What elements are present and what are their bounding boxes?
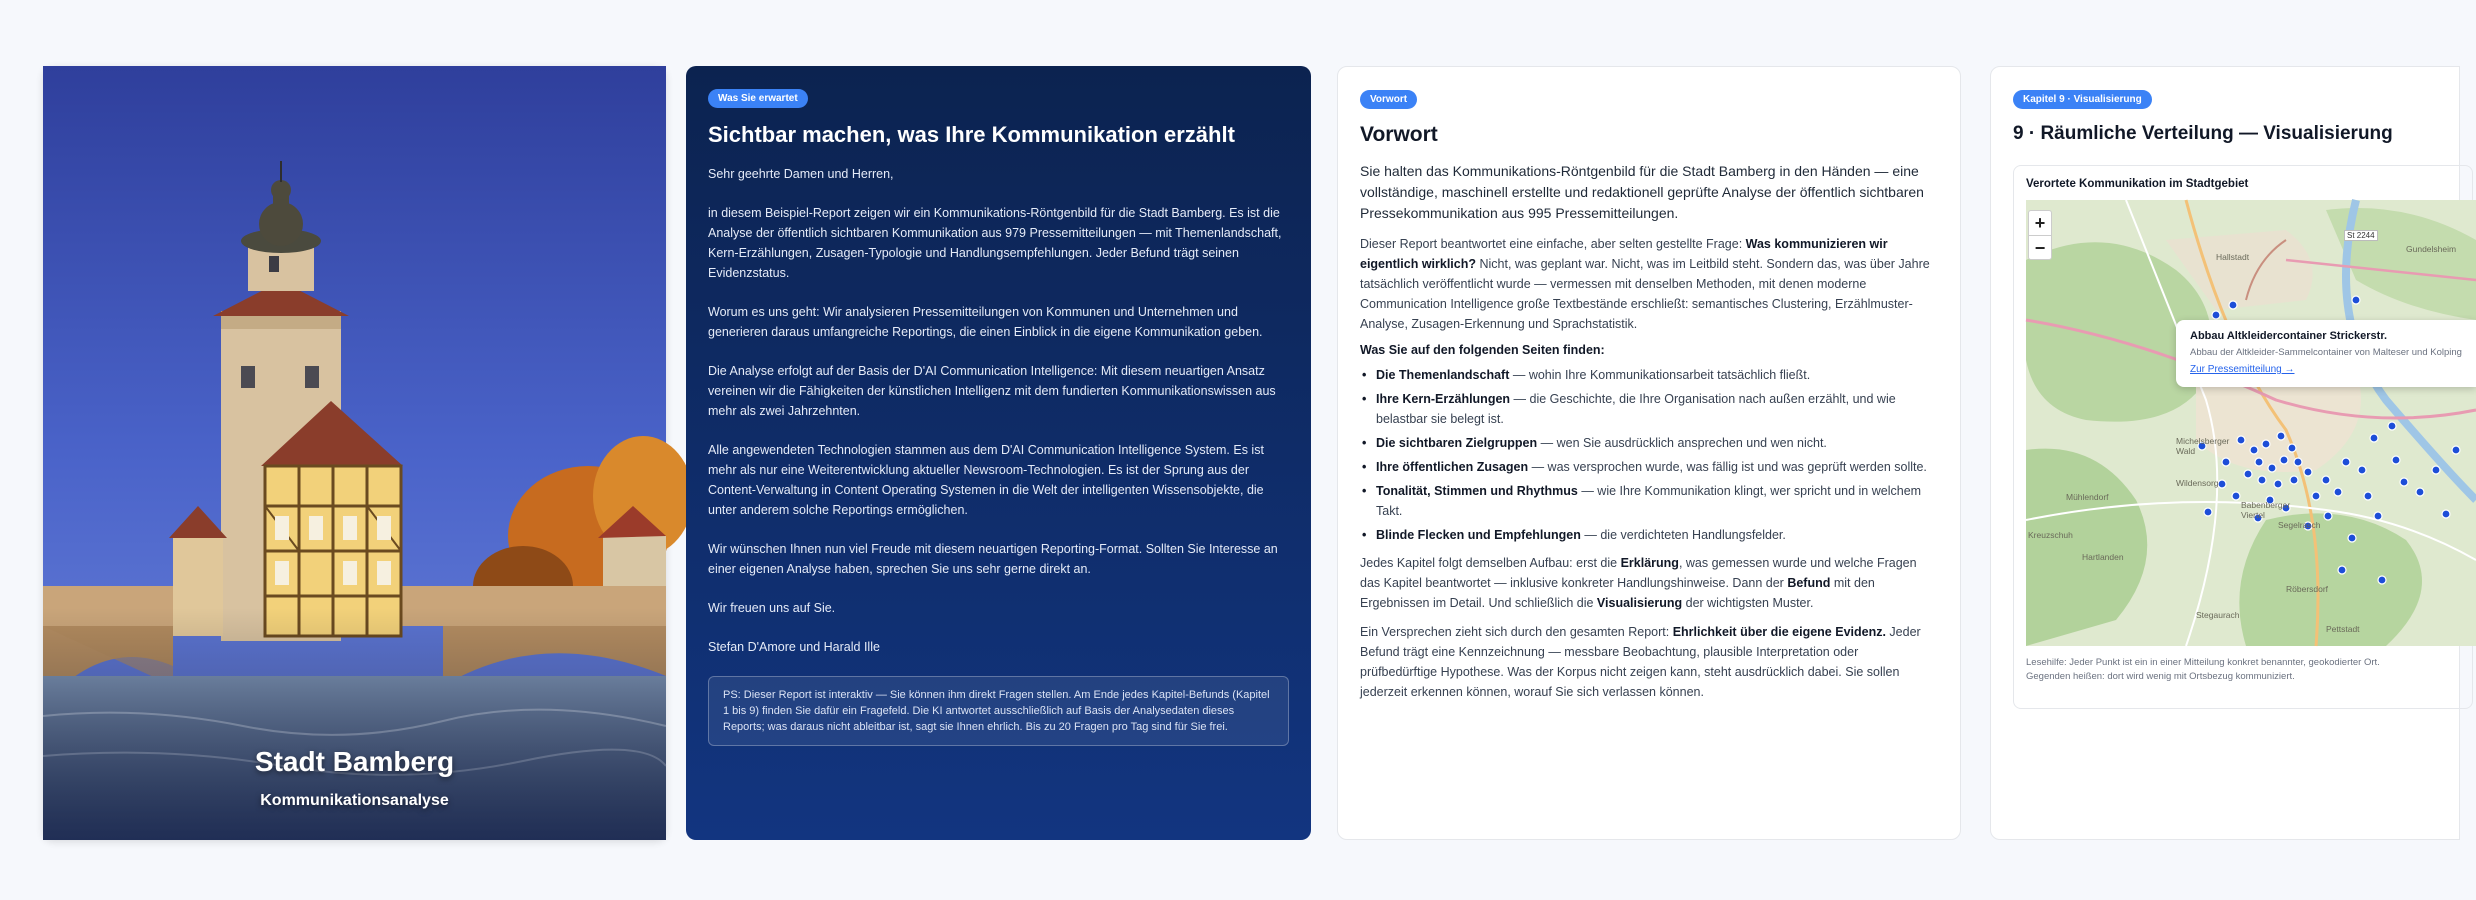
chapter9-card bbox=[1990, 66, 2460, 840]
map-title: Verortete Kommunikation im Stadtgebiet bbox=[2026, 178, 2249, 190]
map-place-label: Röbersdorf bbox=[2286, 584, 2329, 594]
map-place-label: Wildensorg bbox=[2176, 478, 2219, 488]
vorwort-card bbox=[1337, 66, 1961, 840]
map-place-label: Mühlendorf bbox=[2066, 492, 2109, 502]
vorwort-paragraph-question: Dieser Report beantwortet eine einfache, aber selten gestellte Frage: Was kommunizieren wir eigentlich wirklich? Nicht, was geplant war. Nicht, was im Leitbild steht. Sondern das, was über Jahre tatsächlich veröffentlicht wurde — vermessen mit denselben Methoden, mit denen moderne Communication Intelligence große Textbestände erschließt: semantisches Clustering, Erzählmuster-Analyse, Zusagen-Erkennung und Sprachstatistik. bbox=[1360, 237, 1930, 331]
ps-note-box: PS: Dieser Report ist interaktiv — Sie können ihm direkt Fragen stellen. Am Ende jedes Kapitel-Befunds (Kapitel 1 bis 9) finden Sie dafür ein Fragefeld. Die KI antwortet ausschließlich auf Basis der Analysedaten dieses Reports; was daraus nicht ableitbar ist, sagt sie Ihnen ehrlich. Bis zu 20 Fragen pro Tag sind für Sie frei. bbox=[708, 676, 1289, 746]
cover-card bbox=[43, 66, 666, 840]
map-road-label: St 2244 bbox=[2344, 230, 2378, 241]
intro-badge: Was Sie erwartet bbox=[708, 89, 808, 108]
intro-heading: Sichtbar machen, was Ihre Kommunikation erzählt bbox=[708, 122, 1235, 147]
cover-title: Stadt Bamberg bbox=[254, 746, 455, 777]
vorwort-lead: Sie halten das Kommunikations-Röntgenbild für die Stadt Bamberg in den Händen — eine vollständige, maschinell erstellte und redaktionell geprüfte Analyse der öffentlich sichtbaren Pressekommunikation aus 995 Pressemitteilungen. bbox=[1360, 163, 1924, 221]
intro-paragraph: Wir wünschen Ihnen nun viel Freude mit diesem neuartigen Reporting-Format. Sollten Sie Interesse an einer eigenen Analyse haben, sprechen Sie uns sehr gerne direkt an. bbox=[708, 542, 1278, 576]
popup-press-release-link[interactable]: Zur Pressemitteilung → bbox=[2190, 364, 2295, 375]
map-caption-line: Gegenden heißen: dort wird wenig mit Ortsbezug kommuniziert. bbox=[2026, 671, 2295, 682]
map-zoom-control bbox=[2028, 210, 2052, 260]
chapter9-badge: Kapitel 9 · Visualisierung bbox=[2013, 90, 2152, 109]
vorwort-list bbox=[1360, 365, 1938, 545]
list-item: • Ihre öffentlichen Zusagen — was versprochen wurde, was fällig ist und was geprüft werden sollte. bbox=[1360, 457, 1938, 477]
list-item: • Blinde Flecken und Empfehlungen — die verdichteten Handlungsfelder. bbox=[1360, 525, 1938, 545]
map-place-label: Babenberger Viertel bbox=[2241, 500, 2291, 520]
zoom-in-button[interactable]: + bbox=[2034, 213, 2046, 233]
map-place-label: Stegaurach bbox=[2196, 610, 2240, 620]
vorwort-paragraph-promise: Ein Versprechen zieht sich durch den gesamten Report: Ehrlichkeit über die eigene Evidenz. Jeder Befund trägt eine Kennzeichnung — messbare Beobachtung, plausible Interpretation oder prüfbedürftige Hypothese. Was der Korpus nicht zeigen kann, steht ausdrücklich dabei. Sie sollen jederzeit erkennen können, worauf Sie sich verlassen können. bbox=[1360, 625, 1921, 699]
vorwort-badge: Vorwort bbox=[1360, 90, 1417, 109]
map-caption-line: Lesehilfe: Jeder Punkt ist ein in einer Mitteilung konkret benannter, geokodierter Ort. bbox=[2026, 657, 2380, 668]
cover-subtitle: Kommunikationsanalyse bbox=[260, 792, 449, 809]
list-item: • Tonalität, Stimmen und Rhythmus — wie Ihre Kommunikation klingt, wer spricht und in welchem Takt. bbox=[1360, 481, 1938, 521]
popup-title: Abbau Altkleidercontainer Strickerstr. bbox=[2190, 330, 2388, 342]
map-place-label: Gundelsheim bbox=[2406, 244, 2457, 254]
list-item: • Die sichtbaren Zielgruppen — wen Sie ausdrücklich ansprechen und wen nicht. bbox=[1360, 433, 1938, 453]
vorwort-heading: Vorwort bbox=[1360, 123, 1438, 146]
map-place-label: Hallstadt bbox=[2216, 252, 2250, 262]
intro-paragraph: Worum es uns geht: Wir analysieren Pressemitteilungen von Kommunen und Unternehmen und generieren daraus umfangreiche Reportings, die einen Einblick in die eigene Kommunikation geben. bbox=[708, 305, 1263, 339]
popup-text: Abbau der Altkleider-Sammelcontainer von Malteser und Kolping bbox=[2190, 347, 2462, 358]
vorwort-paragraph-structure: Jedes Kapitel folgt demselben Aufbau: erst die Erklärung, was gemessen wurde und welche Fragen das Kapitel beantwortet — inklusive konkreter Handlungshinweise. Dann der Befund mit den Ergebnissen im Detail. Und schließlich die Visualisierung der wichtigsten Muster. bbox=[1360, 556, 1917, 610]
vorwort-list-heading: Was Sie auf den folgenden Seiten finden: bbox=[1360, 343, 1605, 357]
intro-paragraph: Die Analyse erfolgt auf der Basis der D'AI Communication Intelligence: Mit diesem neuartigen Ansatz vereinen wir die Fähigkeiten der künstlichen Intelligenz mit dem fundierten Kommunikationswissen aus mehr als zwei Jahrzehnten. bbox=[708, 364, 1276, 418]
map-tiles bbox=[2026, 200, 2476, 646]
intro-paragraph: Wir freuen uns auf Sie. bbox=[708, 601, 836, 615]
map-area[interactable] bbox=[2026, 200, 2476, 646]
list-item: • Ihre Kern-Erzählungen — die Geschichte, die Ihre Organisation nach außen erzählt, und wie belastbar sie belegt ist. bbox=[1360, 389, 1938, 429]
intro-paragraph: in diesem Beispiel-Report zeigen wir ein Kommunikations-Röntgenbild für die Stadt Bamberg. Es ist die Analyse der öffentlich sichtbaren Kommunikation aus 979 Pressemitteilungen — mit Themenlandschaft, Kern-Erzählungen, Zusagen-Typologie und Handlungsempfehlungen. Jeder Befund trägt seinen Evidenzstatus. bbox=[708, 206, 1282, 280]
map-place-label: Michelsberger Wald bbox=[2176, 436, 2230, 456]
intro-paragraph: Sehr geehrte Damen und Herren, bbox=[708, 167, 894, 181]
map-place-label: Pettstadt bbox=[2326, 624, 2360, 634]
chapter9-heading: 9 · Räumliche Verteilung — Visualisierung bbox=[2013, 123, 2393, 144]
intro-card bbox=[686, 66, 1311, 840]
map-popup bbox=[2176, 320, 2476, 387]
intro-paragraph: Alle angewendeten Technologien stammen aus dem D'AI Communication Intelligence System. Es ist mehr als nur eine Weiterentwicklung aktueller Newsroom-Technologien. Es ist der Sprung aus der Content-Verwaltung in Content Operating Systemen in die Welt der intelligenten Wissensobjekte, die unter anderem solche Reportings ermöglichen. bbox=[708, 443, 1264, 517]
map-caption bbox=[2026, 656, 2472, 684]
map-place-label: Segelrasch bbox=[2278, 520, 2321, 530]
intro-signature: Stefan D'Amore und Harald Ille bbox=[708, 640, 880, 654]
map-panel bbox=[2013, 165, 2473, 709]
map-place-label: Kreuzschuh bbox=[2028, 530, 2073, 540]
map-place-label: Hartlanden bbox=[2082, 552, 2124, 562]
zoom-out-button[interactable]: − bbox=[2029, 235, 2051, 259]
list-item: • Die Themenlandschaft — wohin Ihre Kommunikationsarbeit tatsächlich fließt. bbox=[1360, 365, 1938, 385]
cover-photo-bamberg-town-hall bbox=[43, 66, 666, 840]
